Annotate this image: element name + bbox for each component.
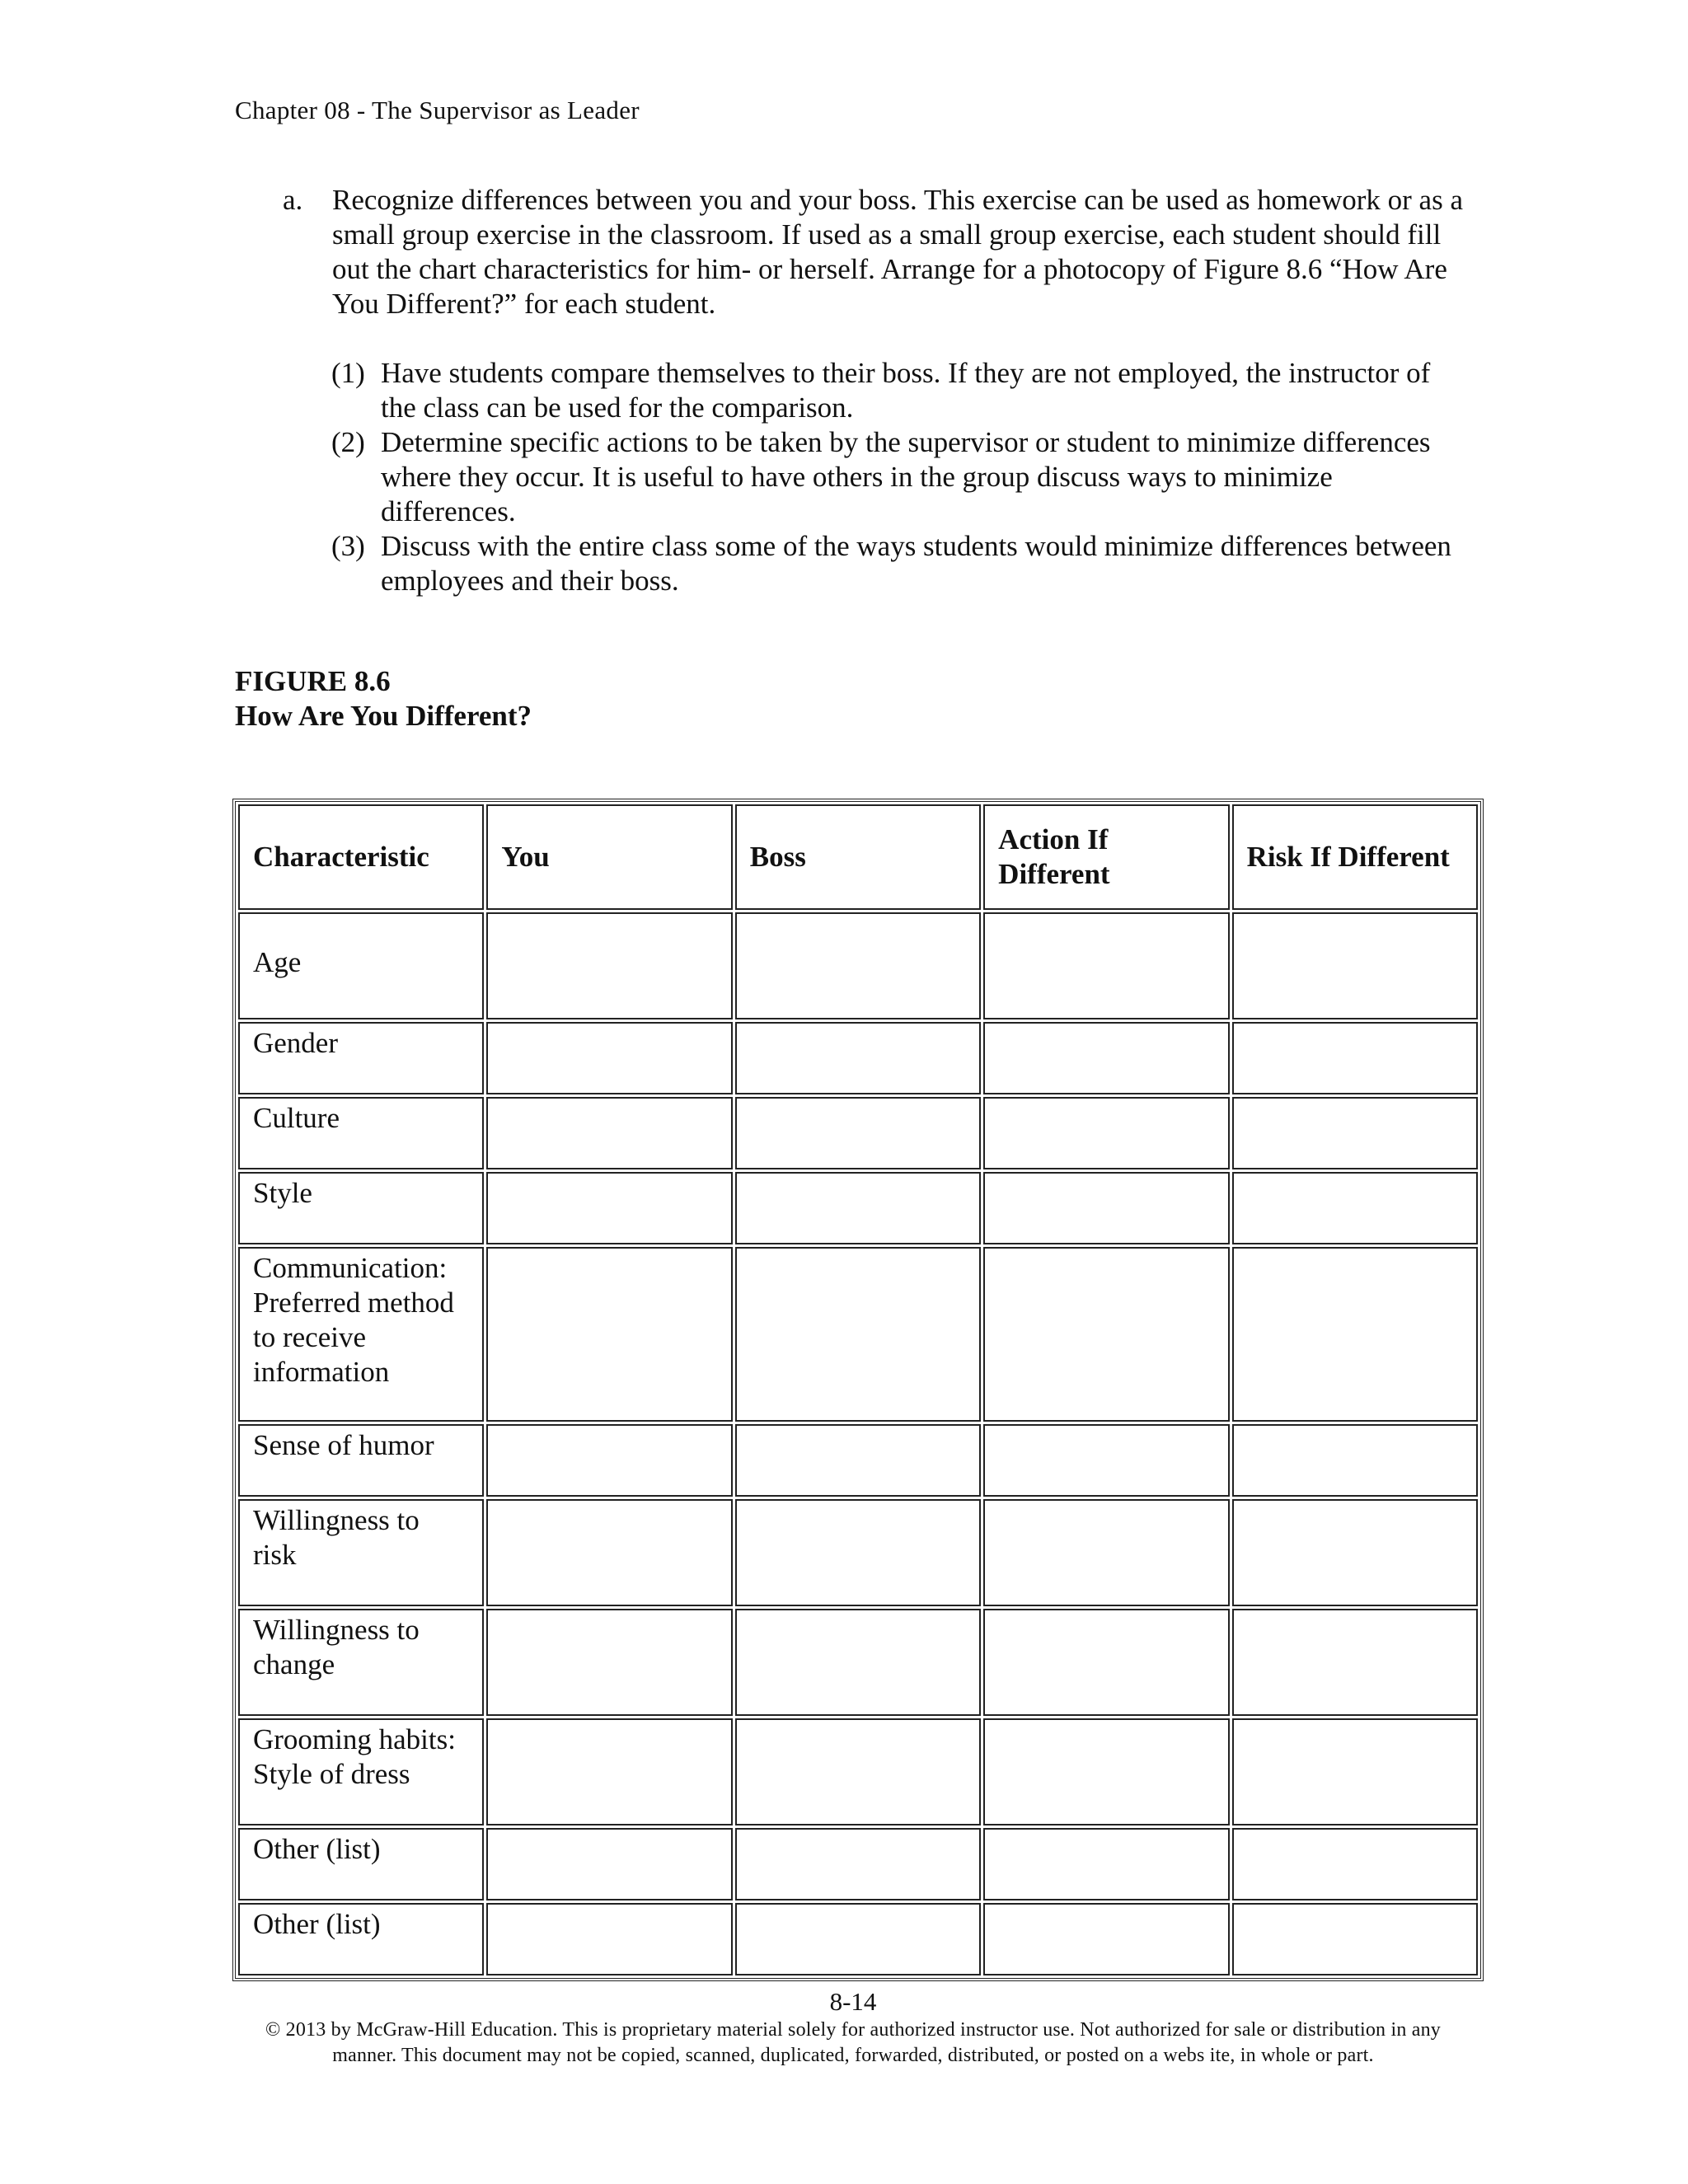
action-cell — [983, 1097, 1229, 1169]
copyright-notice: © 2013 by McGraw-Hill Education. This is proprietary material solely for authorized instructor use. Not authorized for sale or distribution in any manner. This document may not be copied, scanned, duplicated, forwarded, distributed, or posted on a webs ite, in whole or part. — [265, 2019, 1441, 2066]
risk-cell — [1232, 1499, 1478, 1606]
instruction-item — [331, 529, 1469, 598]
instruction-number: (3) — [331, 530, 365, 562]
risk-cell — [1232, 1903, 1478, 1975]
boss-cell — [735, 1424, 981, 1497]
boss-cell — [735, 1022, 981, 1094]
characteristic-cell: Other (list) — [238, 1828, 484, 1900]
boss-cell — [735, 1172, 981, 1244]
characteristic-cell: Willingness to risk — [238, 1499, 484, 1606]
instruction-text: Have students compare themselves to their boss. If they are not employed, the instructor of the class can be used for the comparison. — [381, 357, 1431, 424]
boss-cell — [735, 1097, 981, 1169]
table-row — [238, 1903, 1478, 1975]
item-marker: a. — [283, 184, 303, 216]
you-cell — [486, 1424, 732, 1497]
exercise-item-a — [283, 183, 1470, 321]
action-cell — [983, 1172, 1229, 1244]
boss-cell — [735, 1609, 981, 1716]
comparison-table — [232, 799, 1484, 1981]
characteristic-cell: Communication: Preferred method to receive information — [238, 1247, 484, 1422]
risk-cell — [1232, 1718, 1478, 1825]
characteristic-cell: Age — [238, 912, 484, 1019]
table-row — [238, 1097, 1478, 1169]
column-header-you: You — [486, 804, 732, 910]
table-row — [238, 1828, 1478, 1900]
you-cell — [486, 1718, 732, 1825]
characteristic-cell: Other (list) — [238, 1903, 484, 1975]
column-header-risk: Risk If Different — [1232, 804, 1478, 910]
instruction-text: Determine specific actions to be taken by the supervisor or student to minimize differences where they occur. It is useful to have others in the group discuss ways to minimize differences. — [381, 426, 1431, 527]
table-row — [238, 1718, 1478, 1825]
action-cell — [983, 1903, 1229, 1975]
risk-cell — [1232, 1609, 1478, 1716]
figure-heading — [235, 664, 532, 733]
table-row — [238, 1609, 1478, 1716]
table-header-row — [238, 804, 1478, 910]
you-cell — [486, 1499, 732, 1606]
instruction-text: Discuss with the entire class some of the ways students would minimize differences between employees and their boss. — [381, 530, 1451, 597]
instruction-list — [331, 356, 1469, 598]
you-cell — [486, 1172, 732, 1244]
chapter-header: Chapter 08 - The Supervisor as Leader — [235, 96, 640, 124]
you-cell — [486, 1247, 732, 1422]
characteristic-cell: Gender — [238, 1022, 484, 1094]
boss-cell — [735, 1828, 981, 1900]
risk-cell — [1232, 1247, 1478, 1422]
column-header-action: Action If Different — [983, 804, 1229, 910]
column-header-characteristic: Characteristic — [238, 804, 484, 910]
characteristic-cell: Style — [238, 1172, 484, 1244]
table-row — [238, 1247, 1478, 1422]
action-cell — [983, 1247, 1229, 1422]
risk-cell — [1232, 1424, 1478, 1497]
characteristic-cell: Sense of humor — [238, 1424, 484, 1497]
boss-cell — [735, 1247, 981, 1422]
table-body — [238, 912, 1478, 1975]
you-cell — [486, 1903, 732, 1975]
you-cell — [486, 1022, 732, 1094]
characteristic-cell: Willingness to change — [238, 1609, 484, 1716]
boss-cell — [735, 1499, 981, 1606]
instruction-number: (1) — [331, 357, 365, 389]
boss-cell — [735, 912, 981, 1019]
table-row — [238, 1172, 1478, 1244]
boss-cell — [735, 1718, 981, 1825]
table-row — [238, 1499, 1478, 1606]
you-cell — [486, 1097, 732, 1169]
action-cell — [983, 1424, 1229, 1497]
action-cell — [983, 1022, 1229, 1094]
action-cell — [983, 1828, 1229, 1900]
item-a-text: Recognize differences between you and your boss. This exercise can be used as homework or as a small group exercise in the classroom. If used as a small group exercise, each student should fill out the chart characteristics for him- or herself. Arrange for a photocopy of Figure 8.6 “How Are You Different?” for each student. — [332, 184, 1463, 320]
figure-title: How Are You Different? — [235, 700, 532, 732]
table-row — [238, 912, 1478, 1019]
page-footer — [235, 1986, 1471, 2069]
action-cell — [983, 912, 1229, 1019]
risk-cell — [1232, 1828, 1478, 1900]
column-header-boss: Boss — [735, 804, 981, 910]
action-cell — [983, 1718, 1229, 1825]
figure-label: FIGURE 8.6 — [235, 665, 391, 697]
page-number: 8-14 — [829, 1987, 877, 2016]
risk-cell — [1232, 1097, 1478, 1169]
action-cell — [983, 1499, 1229, 1606]
instruction-item — [331, 425, 1469, 529]
boss-cell — [735, 1903, 981, 1975]
instruction-number: (2) — [331, 426, 365, 458]
characteristic-cell: Culture — [238, 1097, 484, 1169]
risk-cell — [1232, 1022, 1478, 1094]
risk-cell — [1232, 912, 1478, 1019]
you-cell — [486, 1828, 732, 1900]
action-cell — [983, 1609, 1229, 1716]
you-cell — [486, 1609, 732, 1716]
you-cell — [486, 912, 732, 1019]
risk-cell — [1232, 1172, 1478, 1244]
table-row — [238, 1022, 1478, 1094]
instruction-item — [331, 356, 1469, 425]
table-row — [238, 1424, 1478, 1497]
characteristic-cell: Grooming habits: Style of dress — [238, 1718, 484, 1825]
